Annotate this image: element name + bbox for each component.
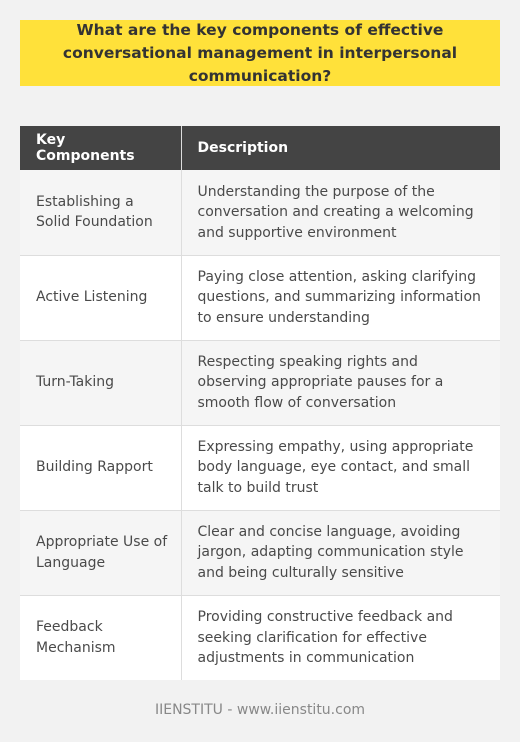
component-cell: Establishing a Solid Foundation bbox=[20, 170, 181, 255]
table-row bbox=[20, 425, 500, 510]
description-cell: Understanding the purpose of the conversation and creating a welcoming and supportive environment bbox=[181, 170, 500, 255]
description-cell: Clear and concise language, avoiding jargon, adapting communication style and being culturally sensitive bbox=[181, 510, 500, 595]
table-header-row bbox=[20, 126, 500, 170]
component-cell: Turn-Taking bbox=[20, 340, 181, 425]
table-row bbox=[20, 255, 500, 340]
page-title: What are the key components of effective conversational management in interpersonal communication? bbox=[62, 20, 458, 85]
table-row bbox=[20, 595, 500, 680]
header-description: Description bbox=[181, 126, 500, 170]
header-key-components: Key Components bbox=[20, 126, 181, 170]
description-cell: Expressing empathy, using appropriate body language, eye contact, and small talk to build trust bbox=[181, 425, 500, 510]
components-table-container bbox=[20, 126, 500, 680]
footer-credit: IIENSTITU - www.iienstitu.com bbox=[154, 702, 366, 718]
component-cell: Building Rapport bbox=[20, 425, 181, 510]
components-table bbox=[20, 126, 500, 680]
title-banner bbox=[20, 20, 500, 86]
component-cell: Feedback Mechanism bbox=[20, 595, 181, 680]
component-cell: Active Listening bbox=[20, 255, 181, 340]
description-cell: Providing constructive feedback and seeking clarification for effective adjustments in communication bbox=[181, 595, 500, 680]
table-row bbox=[20, 340, 500, 425]
component-cell: Appropriate Use of Language bbox=[20, 510, 181, 595]
table-row bbox=[20, 170, 500, 255]
description-cell: Paying close attention, asking clarifying questions, and summarizing information to ensure understanding bbox=[181, 255, 500, 340]
table-row bbox=[20, 510, 500, 595]
description-cell: Respecting speaking rights and observing appropriate pauses for a smooth flow of conversation bbox=[181, 340, 500, 425]
